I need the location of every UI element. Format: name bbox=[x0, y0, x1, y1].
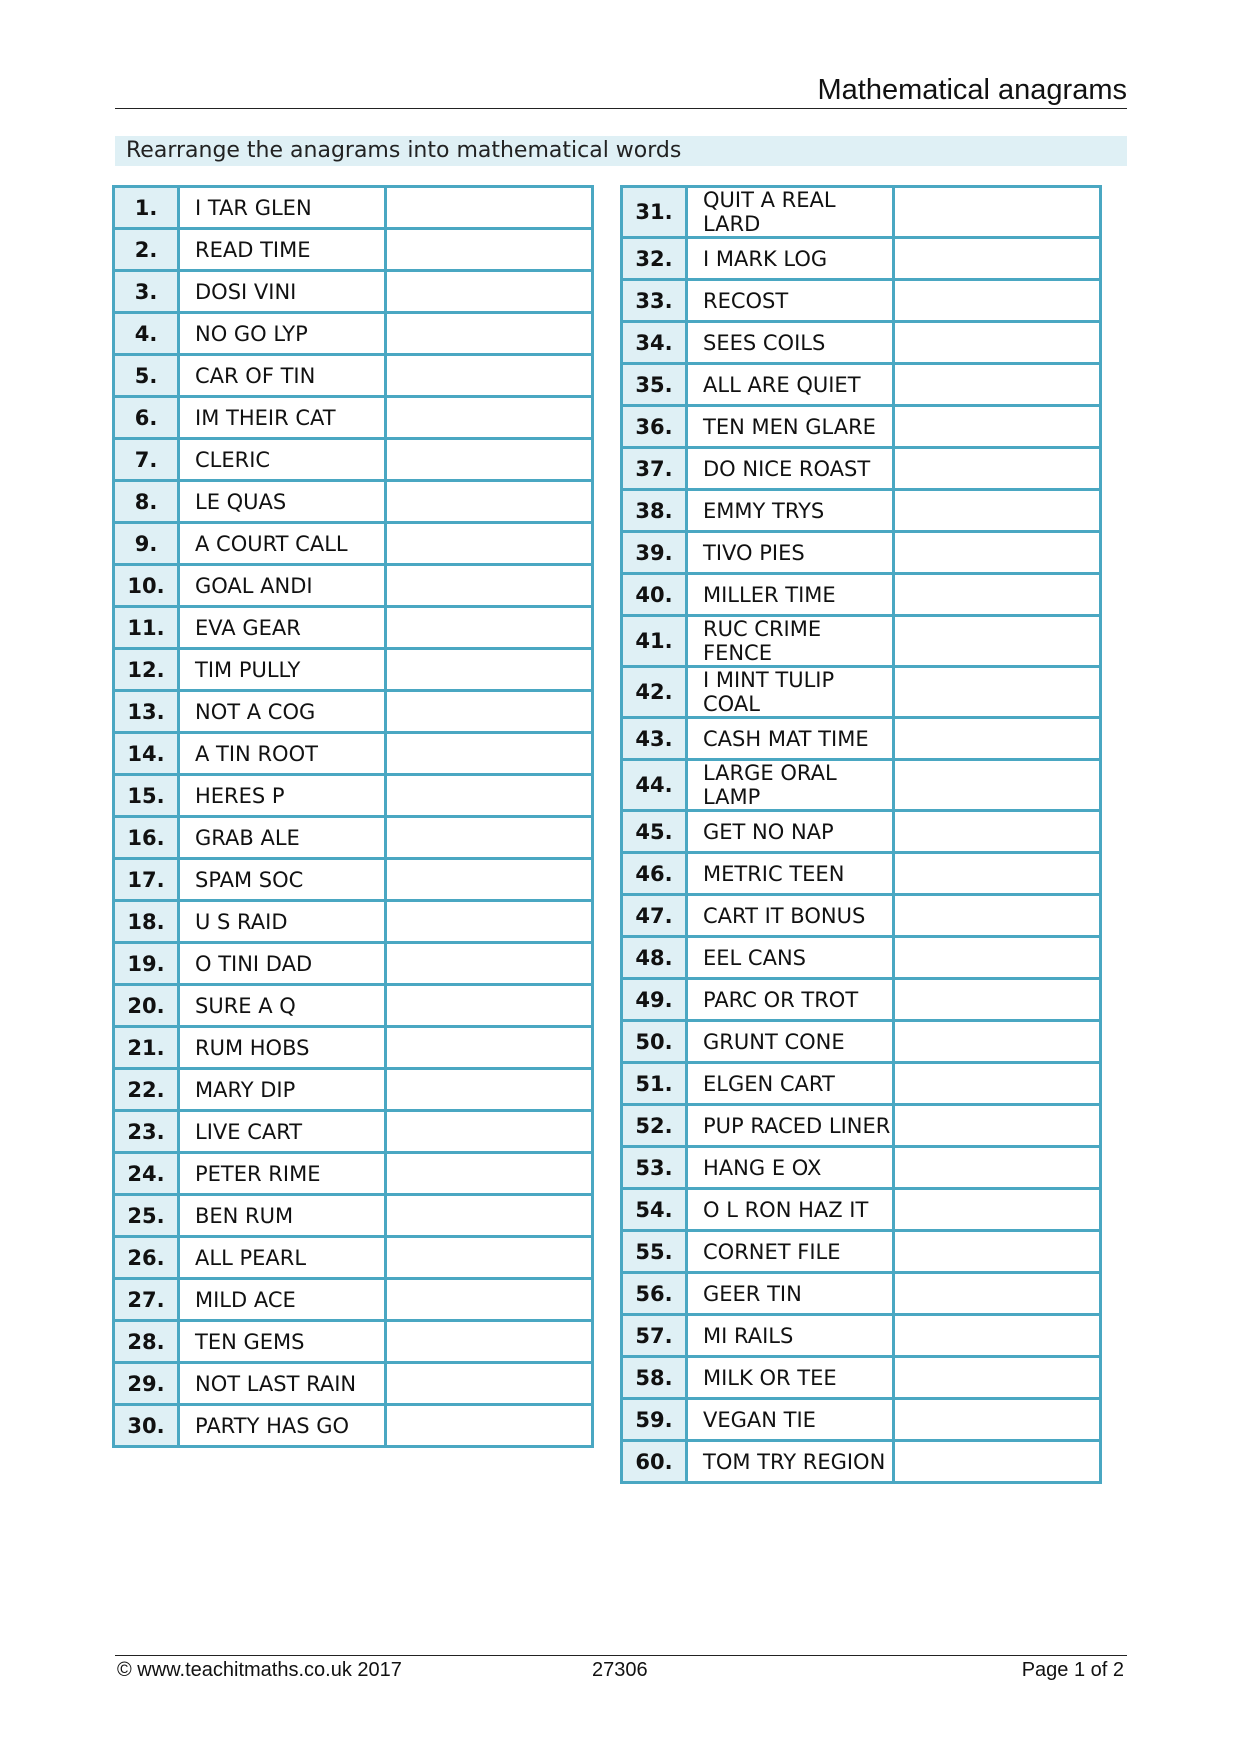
answer-cell[interactable] bbox=[894, 1147, 1101, 1189]
anagram-table-left bbox=[112, 185, 594, 1448]
anagram-word: RUC CRIME FENCE bbox=[687, 616, 894, 667]
anagram-number: 32. bbox=[622, 238, 687, 280]
anagram-row bbox=[622, 1273, 1101, 1315]
anagram-number: 1. bbox=[114, 187, 179, 229]
anagram-word: I TAR GLEN bbox=[179, 187, 386, 229]
anagram-word: SPAM SOC bbox=[179, 859, 386, 901]
answer-cell[interactable] bbox=[894, 364, 1101, 406]
anagram-number: 28. bbox=[114, 1321, 179, 1363]
footer-page-number: Page 1 of 2 bbox=[1021, 1659, 1124, 1681]
anagram-word: IM THEIR CAT bbox=[179, 397, 386, 439]
answer-cell[interactable] bbox=[894, 1231, 1101, 1273]
anagram-word: MILLER TIME bbox=[687, 574, 894, 616]
anagram-row bbox=[622, 616, 1101, 667]
answer-cell[interactable] bbox=[894, 1189, 1101, 1231]
answer-cell[interactable] bbox=[894, 1399, 1101, 1441]
anagram-row bbox=[114, 355, 593, 397]
anagram-number: 35. bbox=[622, 364, 687, 406]
anagram-word: PARTY HAS GO bbox=[179, 1405, 386, 1447]
answer-cell[interactable] bbox=[894, 490, 1101, 532]
answer-cell[interactable] bbox=[386, 1321, 593, 1363]
anagram-number: 15. bbox=[114, 775, 179, 817]
anagram-row bbox=[622, 811, 1101, 853]
anagram-row bbox=[622, 667, 1101, 718]
anagram-row bbox=[622, 1147, 1101, 1189]
answer-cell[interactable] bbox=[894, 667, 1101, 718]
anagram-row bbox=[114, 985, 593, 1027]
anagram-number: 42. bbox=[622, 667, 687, 718]
anagram-row bbox=[114, 1153, 593, 1195]
answer-cell[interactable] bbox=[386, 397, 593, 439]
anagram-row bbox=[622, 979, 1101, 1021]
anagram-row bbox=[622, 187, 1101, 238]
anagram-word: NOT A COG bbox=[179, 691, 386, 733]
anagram-number: 45. bbox=[622, 811, 687, 853]
anagram-row bbox=[114, 481, 593, 523]
anagram-number: 27. bbox=[114, 1279, 179, 1321]
answer-cell[interactable] bbox=[894, 1273, 1101, 1315]
anagram-row bbox=[622, 937, 1101, 979]
answer-cell[interactable] bbox=[386, 901, 593, 943]
answer-cell[interactable] bbox=[386, 271, 593, 313]
title-divider bbox=[115, 108, 1127, 109]
anagram-row bbox=[622, 238, 1101, 280]
anagram-word: SURE A Q bbox=[179, 985, 386, 1027]
anagram-number: 18. bbox=[114, 901, 179, 943]
footer-divider bbox=[115, 1655, 1127, 1656]
anagram-number: 3. bbox=[114, 271, 179, 313]
answer-cell[interactable] bbox=[386, 985, 593, 1027]
anagram-table-right bbox=[620, 185, 1102, 1484]
anagram-word: PUP RACED LINER bbox=[687, 1105, 894, 1147]
anagram-row bbox=[114, 691, 593, 733]
page-title: Mathematical anagrams bbox=[817, 74, 1127, 106]
answer-cell[interactable] bbox=[386, 187, 593, 229]
anagram-number: 48. bbox=[622, 937, 687, 979]
anagram-row bbox=[622, 718, 1101, 760]
anagram-number: 39. bbox=[622, 532, 687, 574]
anagram-row bbox=[622, 1105, 1101, 1147]
anagram-word: NO GO LYP bbox=[179, 313, 386, 355]
answer-cell[interactable] bbox=[894, 811, 1101, 853]
anagram-row bbox=[114, 943, 593, 985]
anagram-row bbox=[622, 1021, 1101, 1063]
anagram-number: 52. bbox=[622, 1105, 687, 1147]
anagram-row bbox=[622, 1357, 1101, 1399]
answer-cell[interactable] bbox=[386, 229, 593, 271]
answer-cell[interactable] bbox=[894, 718, 1101, 760]
anagram-word: GOAL ANDI bbox=[179, 565, 386, 607]
anagram-row bbox=[622, 364, 1101, 406]
anagram-row bbox=[114, 523, 593, 565]
anagram-row bbox=[114, 397, 593, 439]
anagram-word: MI RAILS bbox=[687, 1315, 894, 1357]
anagram-word: RECOST bbox=[687, 280, 894, 322]
anagram-row bbox=[622, 1315, 1101, 1357]
anagram-word: EMMY TRYS bbox=[687, 490, 894, 532]
answer-cell[interactable] bbox=[386, 1027, 593, 1069]
anagram-word: CLERIC bbox=[179, 439, 386, 481]
anagram-number: 26. bbox=[114, 1237, 179, 1279]
anagram-number: 2. bbox=[114, 229, 179, 271]
anagram-word: DO NICE ROAST bbox=[687, 448, 894, 490]
anagram-row bbox=[622, 895, 1101, 937]
instruction-banner bbox=[115, 136, 1127, 166]
anagram-row bbox=[622, 406, 1101, 448]
answer-cell[interactable] bbox=[894, 532, 1101, 574]
anagram-number: 47. bbox=[622, 895, 687, 937]
anagram-row bbox=[622, 322, 1101, 364]
answer-cell[interactable] bbox=[386, 733, 593, 775]
anagram-word: PETER RIME bbox=[179, 1153, 386, 1195]
anagram-row bbox=[622, 280, 1101, 322]
anagram-row bbox=[114, 313, 593, 355]
answer-cell[interactable] bbox=[894, 322, 1101, 364]
answer-cell[interactable] bbox=[386, 1279, 593, 1321]
answer-cell[interactable] bbox=[894, 238, 1101, 280]
anagram-word: EEL CANS bbox=[687, 937, 894, 979]
anagram-row bbox=[622, 1231, 1101, 1273]
anagram-row bbox=[622, 853, 1101, 895]
answer-cell[interactable] bbox=[894, 616, 1101, 667]
answer-cell[interactable] bbox=[386, 355, 593, 397]
answer-cell[interactable] bbox=[894, 574, 1101, 616]
anagram-number: 44. bbox=[622, 760, 687, 811]
anagram-row bbox=[114, 1321, 593, 1363]
anagram-word: HANG E OX bbox=[687, 1147, 894, 1189]
anagram-number: 38. bbox=[622, 490, 687, 532]
anagram-word: O L RON HAZ IT bbox=[687, 1189, 894, 1231]
footer-copyright: © www.teachitmaths.co.uk 2017 bbox=[117, 1659, 402, 1681]
anagram-row bbox=[622, 490, 1101, 532]
anagram-row bbox=[114, 1027, 593, 1069]
anagram-word: MARY DIP bbox=[179, 1069, 386, 1111]
anagram-row bbox=[114, 859, 593, 901]
answer-cell[interactable] bbox=[894, 1315, 1101, 1357]
anagram-word: GET NO NAP bbox=[687, 811, 894, 853]
answer-cell[interactable] bbox=[386, 943, 593, 985]
anagram-word: BEN RUM bbox=[179, 1195, 386, 1237]
answer-cell[interactable] bbox=[386, 607, 593, 649]
answer-cell[interactable] bbox=[894, 280, 1101, 322]
anagram-word: TEN MEN GLARE bbox=[687, 406, 894, 448]
anagram-number: 10. bbox=[114, 565, 179, 607]
answer-cell[interactable] bbox=[386, 859, 593, 901]
anagram-word: ALL ARE QUIET bbox=[687, 364, 894, 406]
answer-cell[interactable] bbox=[894, 1357, 1101, 1399]
anagram-number: 19. bbox=[114, 943, 179, 985]
anagram-number: 53. bbox=[622, 1147, 687, 1189]
anagram-word: CASH MAT TIME bbox=[687, 718, 894, 760]
anagram-number: 41. bbox=[622, 616, 687, 667]
anagram-word: I MARK LOG bbox=[687, 238, 894, 280]
anagram-number: 34. bbox=[622, 322, 687, 364]
anagram-number: 23. bbox=[114, 1111, 179, 1153]
answer-cell[interactable] bbox=[894, 448, 1101, 490]
anagram-row bbox=[114, 1111, 593, 1153]
anagram-word: MILD ACE bbox=[179, 1279, 386, 1321]
anagram-word: ELGEN CART bbox=[687, 1063, 894, 1105]
anagram-word: TIVO PIES bbox=[687, 532, 894, 574]
anagram-word: MILK OR TEE bbox=[687, 1357, 894, 1399]
answer-cell[interactable] bbox=[894, 187, 1101, 238]
anagram-number: 12. bbox=[114, 649, 179, 691]
answer-cell[interactable] bbox=[894, 1441, 1101, 1483]
anagram-word: GRUNT CONE bbox=[687, 1021, 894, 1063]
answer-cell[interactable] bbox=[386, 649, 593, 691]
anagram-word: TEN GEMS bbox=[179, 1321, 386, 1363]
anagram-word: VEGAN TIE bbox=[687, 1399, 894, 1441]
anagram-number: 33. bbox=[622, 280, 687, 322]
anagram-word: QUIT A REAL LARD bbox=[687, 187, 894, 238]
anagram-word: METRIC TEEN bbox=[687, 853, 894, 895]
anagram-row bbox=[114, 187, 593, 229]
anagram-word: SEES COILS bbox=[687, 322, 894, 364]
anagram-row bbox=[114, 901, 593, 943]
anagram-row bbox=[622, 760, 1101, 811]
answer-cell[interactable] bbox=[386, 523, 593, 565]
anagram-number: 49. bbox=[622, 979, 687, 1021]
anagram-number: 54. bbox=[622, 1189, 687, 1231]
footer-resource-code: 27306 bbox=[592, 1659, 648, 1681]
anagram-word: HERES P bbox=[179, 775, 386, 817]
anagram-number: 11. bbox=[114, 607, 179, 649]
answer-cell[interactable] bbox=[386, 691, 593, 733]
anagram-word: GRAB ALE bbox=[179, 817, 386, 859]
anagram-word: CAR OF TIN bbox=[179, 355, 386, 397]
anagram-row bbox=[622, 532, 1101, 574]
anagram-word: A TIN ROOT bbox=[179, 733, 386, 775]
answer-cell[interactable] bbox=[386, 439, 593, 481]
anagram-number: 8. bbox=[114, 481, 179, 523]
anagram-row bbox=[114, 439, 593, 481]
anagram-row bbox=[114, 565, 593, 607]
anagram-number: 40. bbox=[622, 574, 687, 616]
answer-cell[interactable] bbox=[894, 1021, 1101, 1063]
anagram-number: 16. bbox=[114, 817, 179, 859]
anagram-number: 59. bbox=[622, 1399, 687, 1441]
anagram-word: RUM HOBS bbox=[179, 1027, 386, 1069]
anagram-row bbox=[114, 1279, 593, 1321]
anagram-number: 20. bbox=[114, 985, 179, 1027]
answer-cell[interactable] bbox=[386, 565, 593, 607]
anagram-number: 17. bbox=[114, 859, 179, 901]
answer-cell[interactable] bbox=[386, 1111, 593, 1153]
answer-cell[interactable] bbox=[386, 1069, 593, 1111]
anagram-number: 29. bbox=[114, 1363, 179, 1405]
anagram-number: 31. bbox=[622, 187, 687, 238]
anagram-number: 57. bbox=[622, 1315, 687, 1357]
anagram-number: 56. bbox=[622, 1273, 687, 1315]
anagram-row bbox=[114, 775, 593, 817]
anagram-word: READ TIME bbox=[179, 229, 386, 271]
anagram-word: A COURT CALL bbox=[179, 523, 386, 565]
answer-cell[interactable] bbox=[386, 1363, 593, 1405]
anagram-word: I MINT TULIP COAL bbox=[687, 667, 894, 718]
anagram-word: ALL PEARL bbox=[179, 1237, 386, 1279]
answer-cell[interactable] bbox=[894, 406, 1101, 448]
anagram-row bbox=[114, 1405, 593, 1447]
anagram-word: TIM PULLY bbox=[179, 649, 386, 691]
anagram-number: 13. bbox=[114, 691, 179, 733]
anagram-row bbox=[114, 1069, 593, 1111]
answer-cell[interactable] bbox=[386, 775, 593, 817]
anagram-row bbox=[114, 817, 593, 859]
anagram-number: 60. bbox=[622, 1441, 687, 1483]
anagram-number: 51. bbox=[622, 1063, 687, 1105]
answer-cell[interactable] bbox=[894, 853, 1101, 895]
answer-cell[interactable] bbox=[386, 481, 593, 523]
answer-cell[interactable] bbox=[894, 937, 1101, 979]
anagram-number: 46. bbox=[622, 853, 687, 895]
anagram-number: 5. bbox=[114, 355, 179, 397]
anagram-number: 4. bbox=[114, 313, 179, 355]
anagram-number: 50. bbox=[622, 1021, 687, 1063]
answer-cell[interactable] bbox=[894, 1105, 1101, 1147]
anagram-row bbox=[114, 1237, 593, 1279]
anagram-word: CORNET FILE bbox=[687, 1231, 894, 1273]
anagram-number: 55. bbox=[622, 1231, 687, 1273]
answer-cell[interactable] bbox=[386, 817, 593, 859]
answer-cell[interactable] bbox=[386, 1153, 593, 1195]
anagram-word: DOSI VINI bbox=[179, 271, 386, 313]
anagram-word: O TINI DAD bbox=[179, 943, 386, 985]
anagram-row bbox=[622, 1399, 1101, 1441]
answer-cell[interactable] bbox=[386, 1237, 593, 1279]
anagram-word: CART IT BONUS bbox=[687, 895, 894, 937]
anagram-number: 43. bbox=[622, 718, 687, 760]
anagram-number: 21. bbox=[114, 1027, 179, 1069]
answer-cell[interactable] bbox=[386, 313, 593, 355]
answer-cell[interactable] bbox=[894, 895, 1101, 937]
anagram-row bbox=[114, 229, 593, 271]
anagram-number: 9. bbox=[114, 523, 179, 565]
anagram-row bbox=[622, 1063, 1101, 1105]
anagram-number: 6. bbox=[114, 397, 179, 439]
anagram-row bbox=[114, 1363, 593, 1405]
answer-cell[interactable] bbox=[894, 1063, 1101, 1105]
anagram-number: 7. bbox=[114, 439, 179, 481]
anagram-word: LARGE ORAL LAMP bbox=[687, 760, 894, 811]
anagram-number: 25. bbox=[114, 1195, 179, 1237]
anagram-word: U S RAID bbox=[179, 901, 386, 943]
anagram-row bbox=[114, 1195, 593, 1237]
anagram-number: 58. bbox=[622, 1357, 687, 1399]
anagram-row bbox=[114, 733, 593, 775]
anagram-number: 36. bbox=[622, 406, 687, 448]
answer-cell[interactable] bbox=[386, 1405, 593, 1447]
anagram-number: 22. bbox=[114, 1069, 179, 1111]
anagram-word: GEER TIN bbox=[687, 1273, 894, 1315]
anagram-word: LIVE CART bbox=[179, 1111, 386, 1153]
anagram-row bbox=[114, 271, 593, 313]
anagram-word: LE QUAS bbox=[179, 481, 386, 523]
anagram-row bbox=[622, 574, 1101, 616]
answer-cell[interactable] bbox=[386, 1195, 593, 1237]
anagram-number: 14. bbox=[114, 733, 179, 775]
anagram-row bbox=[622, 448, 1101, 490]
anagram-row bbox=[114, 607, 593, 649]
anagram-row bbox=[114, 649, 593, 691]
anagram-row bbox=[622, 1441, 1101, 1483]
answer-cell[interactable] bbox=[894, 760, 1101, 811]
anagram-word: PARC OR TROT bbox=[687, 979, 894, 1021]
instruction-text: Rearrange the anagrams into mathematical words bbox=[126, 138, 682, 163]
anagram-word: EVA GEAR bbox=[179, 607, 386, 649]
anagram-number: 30. bbox=[114, 1405, 179, 1447]
answer-cell[interactable] bbox=[894, 979, 1101, 1021]
anagram-row bbox=[622, 1189, 1101, 1231]
anagram-number: 37. bbox=[622, 448, 687, 490]
anagram-number: 24. bbox=[114, 1153, 179, 1195]
anagram-word: TOM TRY REGION bbox=[687, 1441, 894, 1483]
anagram-word: NOT LAST RAIN bbox=[179, 1363, 386, 1405]
